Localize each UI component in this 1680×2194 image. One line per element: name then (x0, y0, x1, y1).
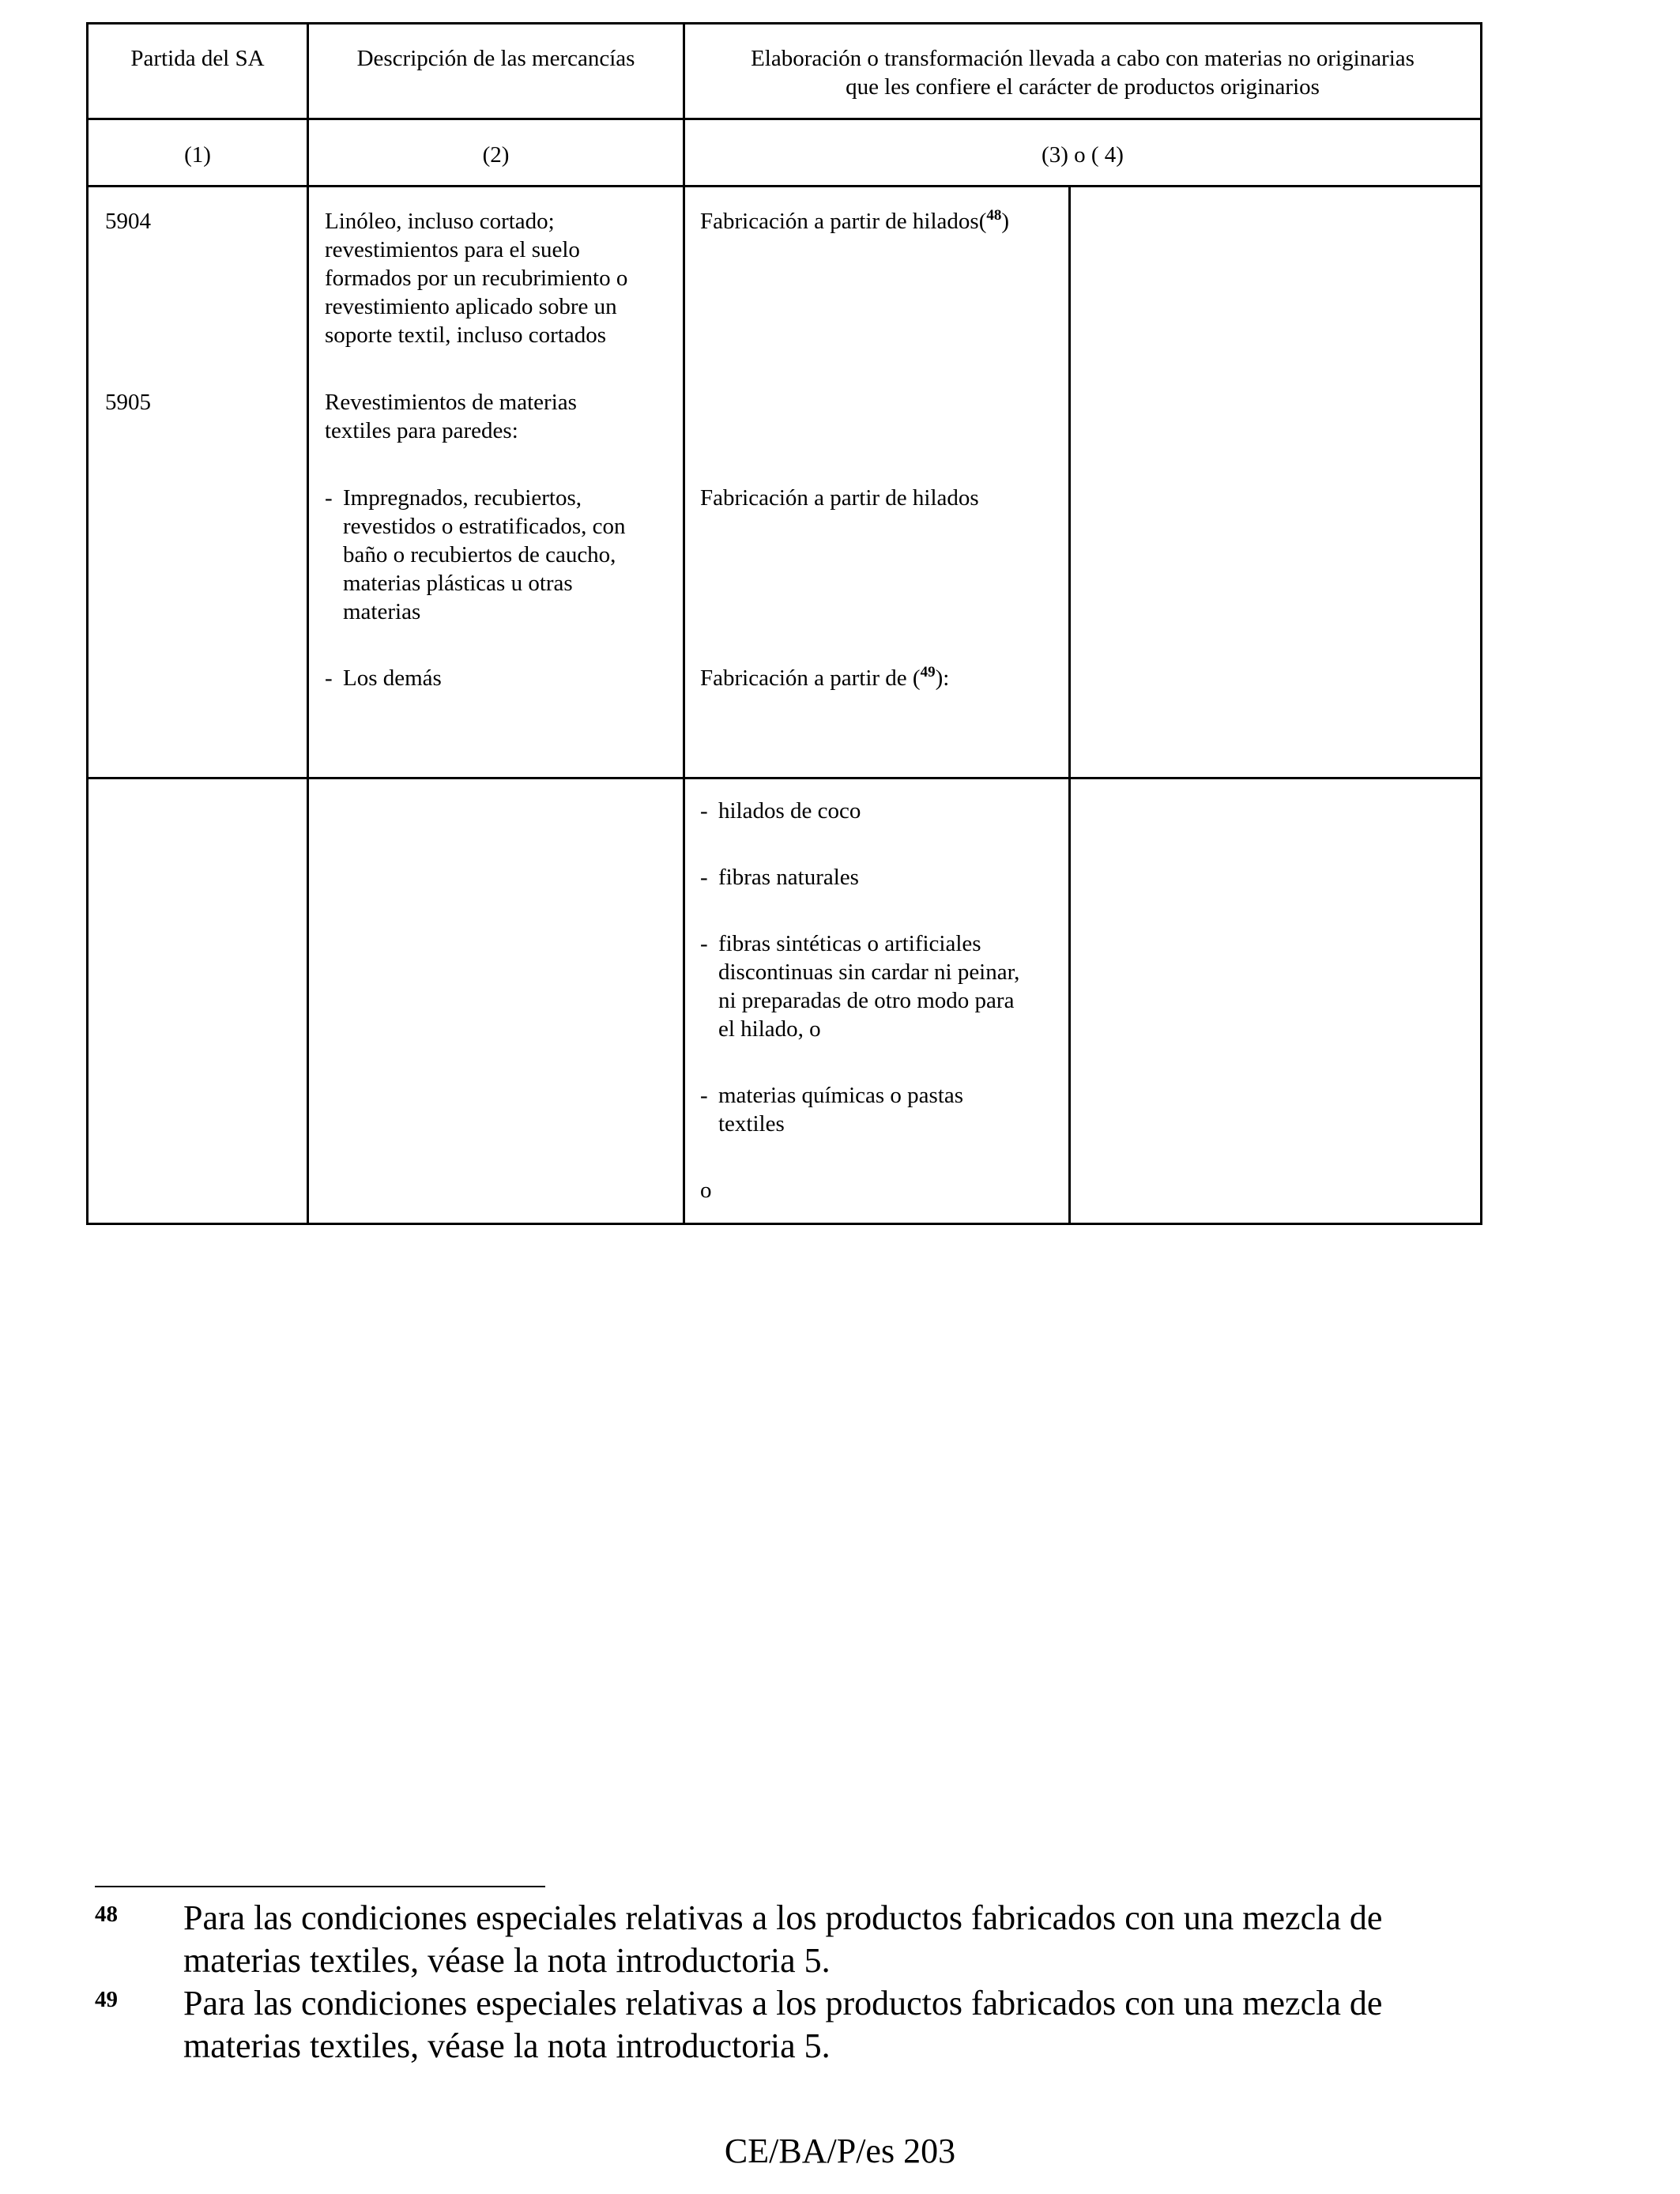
footnote-48-line2: materias textiles, véase la nota introductoria 5. (183, 1941, 831, 1980)
material-3-line3: ni preparadas de otro modo para (718, 988, 1015, 1013)
table-border-top (86, 22, 1482, 25)
footnote-49-line2: materias textiles, véase la nota introductoria 5. (183, 2026, 831, 2065)
desc-5904-line1: Linóleo, incluso cortado; (325, 209, 555, 234)
header-elaboracion-line1: Elaboración o transformación llevada a cabo con materias no originarias (751, 46, 1414, 71)
desc-sub1-line4: materias plásticas u otras (343, 571, 573, 596)
desc-sub1-line2: revestidos o estratificados, con (343, 514, 626, 539)
trailing-o: o (700, 1178, 712, 1203)
table-col-divider-3 (1068, 185, 1071, 1225)
work-sub2-text: Fabricación a partir de ( (700, 665, 921, 691)
material-2-line1: fibras naturales (718, 865, 859, 890)
footnote-49-number: 49 (95, 1987, 118, 2012)
work-sub1: Fabricación a partir de hilados (700, 485, 979, 511)
material-1-line1: hilados de coco (718, 798, 861, 824)
desc-sub1-line1: Impregnados, recubiertos, (343, 485, 582, 511)
header-elaboracion-line2: que les confiere el carácter de productos originarios (846, 74, 1320, 100)
desc-5904-line2: revestimientos para el suelo (325, 237, 580, 262)
bullet-sub1: - (325, 485, 333, 511)
work-5904-text: Fabricación a partir de hilados( (700, 209, 987, 234)
table-border-right (1480, 22, 1482, 1225)
footnote-48-number: 48 (95, 1902, 118, 1927)
table-col-divider-1 (307, 22, 309, 1225)
bullet-sub2: - (325, 665, 333, 691)
work-5904-close: ) (1001, 209, 1010, 234)
footnote-ref-49: 49 (920, 664, 936, 680)
footnote-49-line1: Para las condiciones especiales relativas a los productos fabricados con una mezcla de (183, 1984, 1383, 2022)
desc-sub2-line1: Los demás (343, 665, 442, 691)
footnote-48-line1: Para las condiciones especiales relativas a los productos fabricados con una mezcla de (183, 1898, 1383, 1937)
bullet-material-2: - (700, 865, 708, 890)
desc-sub1-line5: materias (343, 599, 421, 624)
desc-sub1-line3: baño o recubiertos de caucho, (343, 542, 616, 567)
footnote-separator (95, 1886, 545, 1887)
table-border-bottom (86, 1223, 1482, 1225)
header-partida: Partida del SA (130, 46, 265, 71)
material-3-line1: fibras sintéticas o artificiales (718, 931, 981, 956)
table-col-divider-2 (683, 22, 685, 1225)
table-colnum-divider (86, 185, 1482, 187)
work-sub2 (700, 664, 949, 692)
desc-5904-line4: revestimiento aplicado sobre un (325, 294, 617, 319)
desc-5905-line1: Revestimientos de materias (325, 390, 577, 415)
table-border-left (86, 22, 89, 1225)
desc-5904-line5: soporte textil, incluso cortados (325, 322, 606, 348)
colnum-2: (2) (482, 142, 510, 168)
material-3-line2: discontinuas sin cardar ni peinar, (718, 959, 1020, 985)
work-5904 (700, 207, 1009, 236)
desc-5905-line2: textiles para paredes: (325, 418, 518, 443)
hs-code-5905: 5905 (105, 390, 151, 415)
page-footer: CE/BA/P/es 203 (724, 2132, 956, 2170)
bullet-material-1: - (700, 798, 708, 824)
desc-5904-line3: formados por un recubrimiento o (325, 266, 628, 291)
material-3-line4: el hilado, o (718, 1016, 821, 1042)
table-row-divider (86, 777, 1482, 779)
colnum-1: (1) (184, 142, 211, 168)
colnum-3-4: (3) o ( 4) (1042, 142, 1124, 168)
material-4-line1: materias químicas o pastas (718, 1083, 964, 1108)
header-descripcion: Descripción de las mercancías (356, 46, 635, 71)
bullet-material-3: - (700, 931, 708, 956)
material-4-line2: textiles (718, 1111, 785, 1137)
table-header-divider (86, 118, 1482, 120)
hs-code-5904: 5904 (105, 209, 151, 234)
bullet-material-4: - (700, 1083, 708, 1108)
footnote-ref-48: 48 (986, 207, 1002, 224)
work-sub2-close: ): (935, 665, 950, 691)
